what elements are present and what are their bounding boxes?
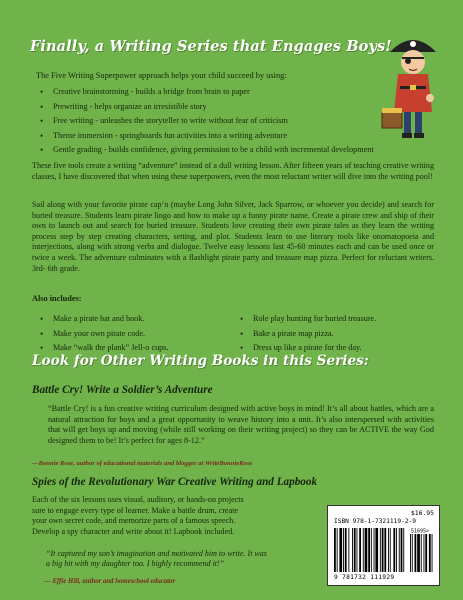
book1-title: Battle Cry! Write a Soldier’s Adventure	[32, 384, 213, 396]
barcode-addon-bar	[421, 534, 422, 572]
book1-quote: “Battle Cry! is a fun creative writing curriculum designed with active boys in mind! It’s all about battles, which are a natural attraction for boys and a great opportunity to weave history into a unit. It’s also interspersed with activities that will get boys up and moving (while still working on their writing project) so they can be ACTIVE the way God designed them to be! It’s perfect for ages 8-12.”	[48, 404, 434, 445]
list-item: • Free writing - unleashes the storyteller to write without fear of criticism	[40, 114, 374, 129]
barcode-bar	[359, 528, 361, 572]
barcode-addon-bar	[432, 534, 433, 572]
body-paragraph-2: Sail along with your favorite pirate cap’n (maybe Long John Silver, Jack Sparrow, or whoever you decide) and search for buried treasure. Students learn pirate lingo and how to make up a funny pirate name. Create a pirate crew and ship of their own to launch out and search for buried treasure. Students love creating their own pirate tales as they learn the writing process step by step creating characters, setting, and plot. Students learn to use literary tools like onomatopoeia and interjections, along with strong verbs and dialogue. Twelve easy lessons last 45-60 minutes each and can be used once or twice a week. The adventure culminates with a flashlight pirate party and treasure map pizza. Perfect for reluctant writers. 3rd- 6th grade.	[32, 200, 434, 273]
barcode-addon-bar	[415, 534, 417, 572]
also-includes-left-list	[40, 312, 169, 356]
barcode-addon-bar	[412, 534, 413, 572]
barcode-addon-bar	[429, 534, 431, 572]
also-includes-label: Also includes:	[32, 294, 82, 303]
barcode-bar	[354, 528, 356, 572]
superpowers-list	[40, 85, 374, 158]
list-item: • Creative brainstorming - builds a bridge from brain to paper	[40, 85, 374, 100]
barcode-bar	[352, 528, 353, 572]
barcode-bar	[345, 528, 347, 572]
barcode-bar	[403, 528, 404, 572]
barcode-bar	[363, 528, 364, 572]
barcode-bar	[380, 528, 381, 572]
barcode-bar	[393, 528, 395, 572]
barcode-addon-bar	[417, 534, 420, 572]
list-item: • Make your own pirate code.	[40, 327, 169, 342]
list-item: • Gentle grading - builds confidence, giving permission to be a child with incremental development	[40, 143, 374, 158]
body-paragraph-1: These five tools create a writing “adventure” instead of a dull writing lesson. After fifteen years of teaching creative writing classes, I have discovered that when using these superpowers, even the most reluctant writer will dive into the writing pool!	[32, 161, 434, 181]
list-item: • Make “walk the plank” Jell-o cups.	[40, 341, 169, 356]
barcode-bar	[337, 528, 338, 572]
barcode-bar	[334, 528, 336, 572]
barcode-bar	[384, 528, 386, 572]
book2-attribution: — Effie Hill, author and homeschool educator	[44, 578, 176, 585]
barcode-bar	[382, 528, 384, 572]
series-heading: Look for Other Writing Books in this Series:	[32, 353, 369, 369]
barcode-addon-bar	[424, 534, 425, 572]
barcode-bar	[371, 528, 372, 572]
list-item: • Prewriting - helps organize an irresistible story	[40, 100, 374, 115]
book2-title: Spies of the Revolutionary War Creative Writing and Lapbook	[32, 476, 318, 488]
barcode-addon-bar	[410, 534, 411, 572]
barcode-bar	[348, 528, 349, 572]
barcode-bar	[388, 528, 389, 572]
also-includes-right-list	[240, 312, 376, 356]
barcode-bar	[399, 528, 400, 572]
book1-attribution: —Bonnie Rose, author of educational materials and blogger at WriteBonnieRose	[32, 460, 253, 467]
barcode-bar	[343, 528, 344, 572]
barcode-bar	[374, 528, 375, 572]
barcode	[327, 505, 440, 586]
list-item: • Theme immersion - springboards fun activities into a writing adventure	[40, 129, 374, 144]
book2-description: Each of the six lessons uses visual, auditory, or hands-on projects sure to engage every type of learner. Make a battle drum, create your own secret code, and memorize parts of a famous speech. Develop a spy character and write about it! Lapbook included.	[32, 495, 244, 536]
pirate-illustration	[380, 26, 446, 146]
list-item: • Dress up like a pirate for the day.	[240, 341, 376, 356]
intro-text: The Five Writing Superpower approach helps your child succeed by using:	[36, 71, 287, 80]
barcode-bar	[368, 528, 370, 572]
barcode-bar	[339, 528, 342, 572]
barcode-bars	[334, 528, 433, 572]
barcode-price: $16.95	[410, 509, 434, 517]
barcode-digits: 9 781732 111929	[334, 574, 395, 581]
barcode-bar	[357, 528, 358, 572]
barcode-bar	[396, 528, 397, 572]
barcode-bar	[390, 528, 391, 572]
list-item: • Bake a pirate map pizza.	[240, 327, 376, 342]
book2-quote: “It captured my son’s imagination and motivated him to write. It was a big hit with my daughter too. I highly recommend it!”	[46, 549, 267, 568]
list-item: • Make a pirate hat and hook.	[40, 312, 169, 327]
barcode-addon-bar	[425, 534, 427, 572]
headline: Finally, a Writing Series that Engages Boys!	[30, 38, 392, 55]
barcode-isbn: ISBN 978-1-7321119-2-9	[334, 518, 416, 525]
barcode-addon: 51695>	[411, 528, 430, 535]
list-item: • Role play hunting for buried treasure.	[240, 312, 376, 327]
barcode-bar	[365, 528, 368, 572]
barcode-bar	[375, 528, 378, 572]
barcode-bar	[401, 528, 403, 572]
